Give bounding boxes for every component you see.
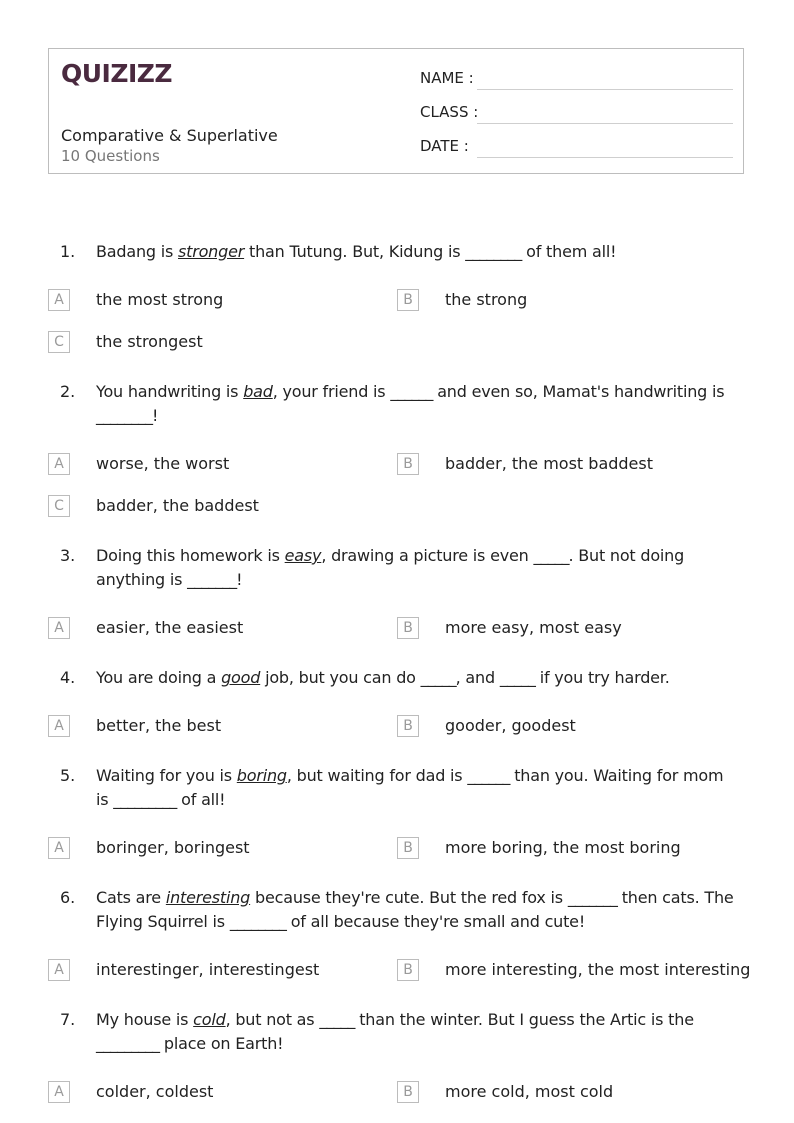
option-text: boringer, boringest [96,838,250,857]
option-text: more easy, most easy [445,618,622,637]
question-number: 5. [60,766,76,785]
option-text: better, the best [96,716,222,735]
question-number: 2. [60,382,76,401]
option-letter: B [397,289,419,311]
option-letter: B [397,715,419,737]
keyword: cold [193,1010,226,1029]
option-text: the strongest [96,332,203,351]
answer-blank: ________ [229,912,286,931]
keyword: bad [243,382,273,401]
date-line [477,157,733,158]
question-text: You are doing a good job, but you can do _____, and _____ if you try harder. [96,668,670,687]
question-text: Cats are interesting because they're cute. But the red fox is _______ then cats. The Flying Squirrel is ________ of all because they're small and cute! [96,888,734,931]
option-text: colder, coldest [96,1082,214,1101]
answer-blank: ______ [467,766,510,785]
option-letter: B [397,1081,419,1103]
option-text: interestinger, interestingest [96,960,320,979]
option-text: gooder, goodest [445,716,576,735]
quizizz-logo: QUIZIZZ [61,59,173,88]
option-letter: B [397,837,419,859]
option-letter: C [48,331,70,353]
option-letter: B [397,453,419,475]
date-field [420,137,478,155]
answer-blank: _______ [567,888,617,907]
keyword: interesting [165,888,251,907]
option-letter: A [48,453,70,475]
option-letter: B [397,959,419,981]
question-count: 10 Questions [61,147,160,165]
question-text: Waiting for you is boring, but waiting for dad is ______ than you. Waiting for mom is _________ of all! [96,766,724,809]
option-text: worse, the worst [96,454,230,473]
option-text: more cold, most cold [445,1082,614,1101]
option-text: easier, the easiest [96,618,244,637]
question-number: 7. [60,1010,76,1029]
keyword: stronger [178,242,245,261]
option-letter: A [48,959,70,981]
answer-blank: ________ [465,242,522,261]
question-number: 6. [60,888,76,907]
answer-blank: _________ [96,1034,159,1053]
option-text: the strong [445,290,528,309]
option-letter: A [48,715,70,737]
question-number: 4. [60,668,76,687]
question-text: You handwriting is bad, your friend is ______ and even so, Mamat's handwriting is ________! [96,382,725,425]
option-letter: A [48,1081,70,1103]
answer-blank: _________ [113,790,177,809]
option-text: the most strong [96,290,224,309]
name-field [420,69,478,87]
question-text: My house is cold, but not as _____ than the winter. But I guess the Artic is the _________ place on Earth! [96,1010,694,1053]
date-label: DATE : [420,137,469,155]
answer-blank: _____ [533,546,569,565]
name-label: NAME : [420,69,474,87]
name-line [477,89,733,90]
worksheet-title: Comparative & Superlative [61,126,278,145]
option-letter: A [48,837,70,859]
answer-blank: _____ [499,668,535,687]
keyword: easy [284,546,322,565]
question-text: Doing this homework is easy, drawing a picture is even _____. But not doing anything is _______! [96,546,685,589]
question-text: Badang is stronger than Tutung. But, Kidung is ________ of them all! [96,242,617,261]
option-text: badder, the baddest [96,496,259,515]
keyword: boring [236,766,287,785]
answer-blank: ______ [390,382,433,401]
keyword: good [221,668,261,687]
answer-blank: _______ [187,570,237,589]
question-number: 1. [60,242,76,261]
answer-blank: ________ [96,406,152,425]
option-text: badder, the most baddest [445,454,654,473]
question-number: 3. [60,546,76,565]
worksheet-header [48,48,744,174]
option-text: more interesting, the most interesting [445,960,751,979]
class-label: CLASS : [420,103,479,121]
class-field [420,103,478,121]
class-line [477,123,733,124]
answer-blank: _____ [319,1010,355,1029]
option-text: more boring, the most boring [445,838,681,857]
option-letter: A [48,289,70,311]
option-letter: B [397,617,419,639]
option-letter: C [48,495,70,517]
answer-blank: _____ [420,668,456,687]
option-letter: A [48,617,70,639]
